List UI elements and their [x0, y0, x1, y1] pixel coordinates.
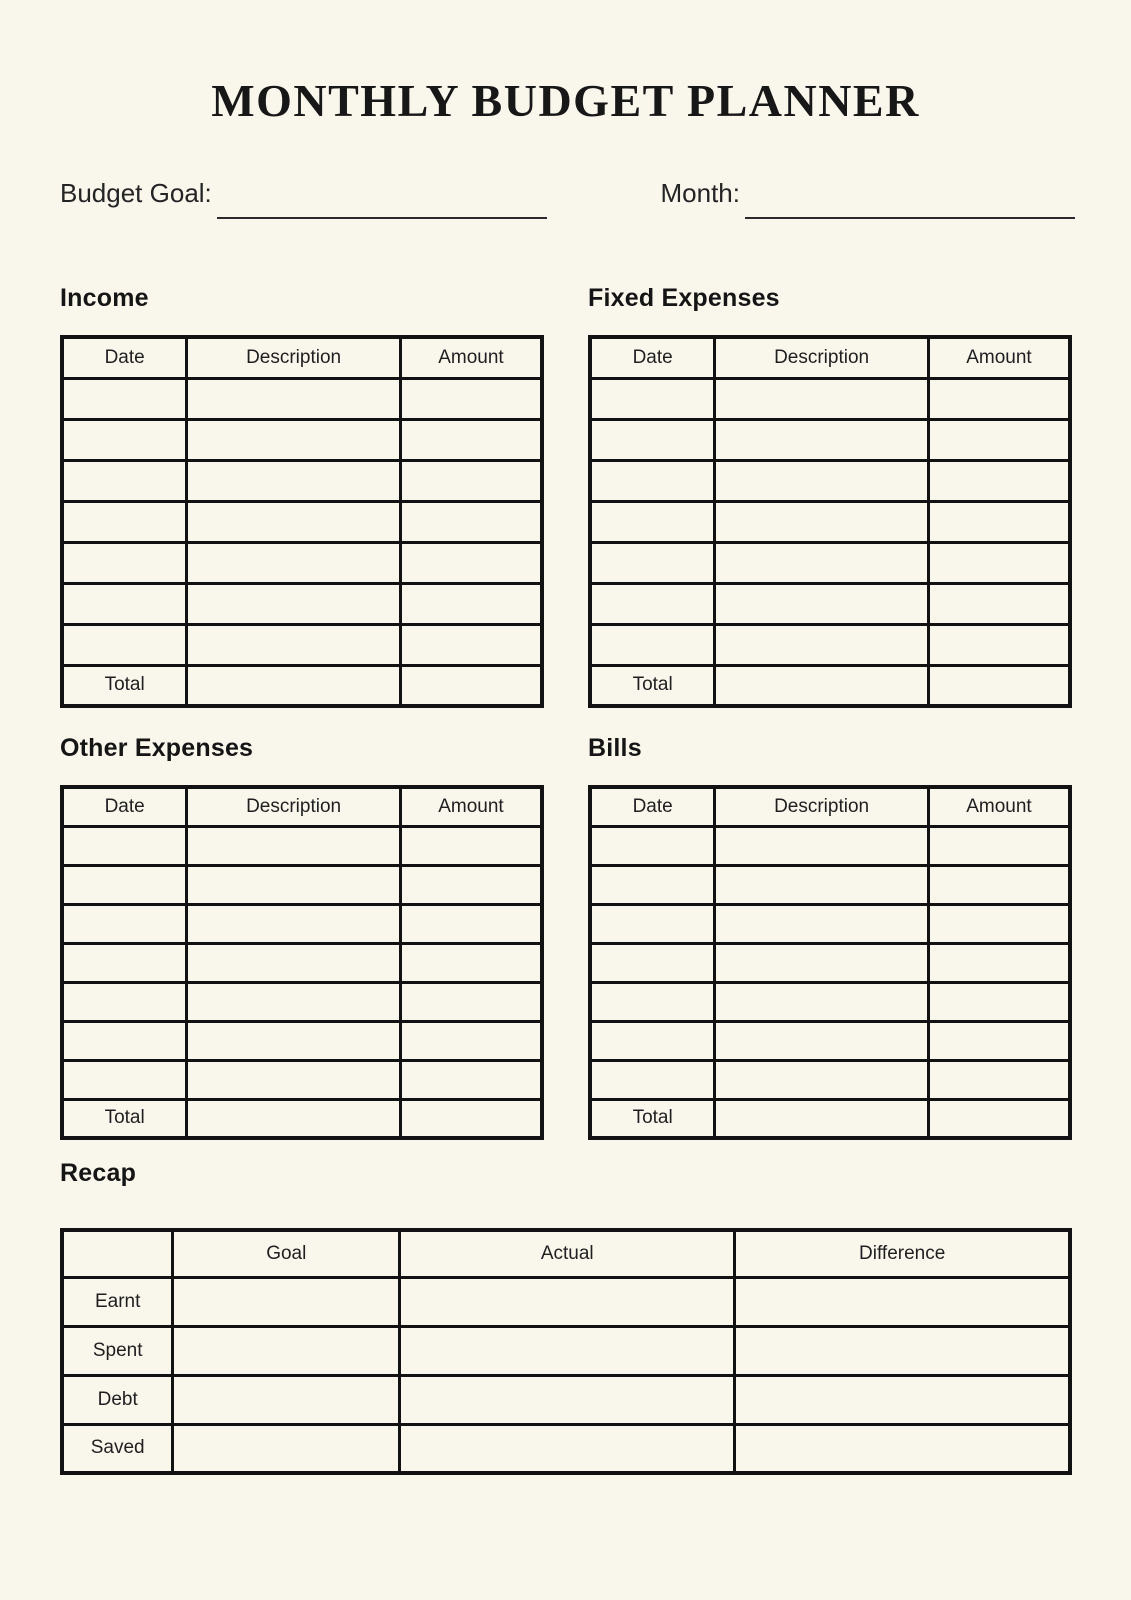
date-cell[interactable] — [590, 378, 715, 419]
amount-cell[interactable] — [400, 1060, 542, 1099]
description-cell[interactable] — [715, 904, 929, 943]
section-title-fixed-expenses: Fixed Expenses — [588, 284, 780, 312]
entry-row — [62, 460, 542, 501]
description-cell[interactable] — [715, 460, 929, 501]
amount-cell[interactable] — [928, 865, 1070, 904]
amount-cell[interactable] — [928, 583, 1070, 624]
budget-goal-input-line[interactable] — [217, 217, 547, 219]
amount-cell[interactable] — [928, 542, 1070, 583]
date-cell[interactable] — [62, 1021, 187, 1060]
date-cell[interactable] — [590, 419, 715, 460]
date-cell[interactable] — [62, 982, 187, 1021]
amount-cell[interactable] — [928, 1021, 1070, 1060]
amount-cell[interactable] — [928, 378, 1070, 419]
entry-row — [590, 419, 1070, 460]
saved-difference-cell[interactable] — [735, 1424, 1070, 1473]
amount-cell[interactable] — [400, 943, 542, 982]
column-header-amount: Amount — [400, 337, 542, 378]
description-cell[interactable] — [187, 904, 401, 943]
total-row — [62, 1099, 542, 1138]
amount-cell[interactable] — [928, 943, 1070, 982]
debt-difference-cell[interactable] — [735, 1375, 1070, 1424]
fixed-expenses-section — [588, 283, 1072, 708]
entry-row — [590, 904, 1070, 943]
debt-actual-cell[interactable] — [400, 1375, 735, 1424]
description-cell[interactable] — [187, 542, 401, 583]
saved-actual-cell[interactable] — [400, 1424, 735, 1473]
amount-cell[interactable] — [400, 904, 542, 943]
section-title-recap: Recap — [60, 1159, 137, 1187]
date-cell[interactable] — [62, 865, 187, 904]
date-cell[interactable] — [62, 904, 187, 943]
entry-row — [590, 943, 1070, 982]
date-cell[interactable] — [590, 583, 715, 624]
description-cell[interactable] — [187, 865, 401, 904]
amount-cell[interactable] — [400, 378, 542, 419]
date-cell[interactable] — [62, 501, 187, 542]
description-cell[interactable] — [187, 583, 401, 624]
month-input-line[interactable] — [745, 217, 1075, 219]
amount-cell[interactable] — [928, 904, 1070, 943]
tables-row-2 — [60, 733, 1072, 1140]
date-cell[interactable] — [62, 378, 187, 419]
column-header-description: Description — [715, 337, 929, 378]
entry-row — [590, 460, 1070, 501]
entry-row — [62, 583, 542, 624]
debt-goal-cell[interactable] — [173, 1375, 400, 1424]
spent-difference-cell[interactable] — [735, 1326, 1070, 1375]
entry-row — [62, 501, 542, 542]
description-cell[interactable] — [715, 1060, 929, 1099]
description-cell[interactable] — [715, 501, 929, 542]
entry-row — [590, 1060, 1070, 1099]
entry-row — [590, 826, 1070, 865]
date-cell[interactable] — [62, 1060, 187, 1099]
description-cell[interactable] — [187, 501, 401, 542]
entry-row — [62, 624, 542, 665]
entry-row — [62, 865, 542, 904]
total-amount-cell[interactable] — [400, 665, 542, 706]
income-section — [60, 283, 544, 708]
description-cell[interactable] — [715, 1021, 929, 1060]
date-cell[interactable] — [62, 583, 187, 624]
description-cell[interactable] — [187, 1021, 401, 1060]
description-cell[interactable] — [187, 460, 401, 501]
header-fields — [60, 177, 1075, 209]
month-label: Month: — [660, 178, 740, 208]
recap-section — [60, 1158, 1072, 1475]
spent-actual-cell[interactable] — [400, 1326, 735, 1375]
section-title-income: Income — [60, 284, 149, 312]
date-cell[interactable] — [62, 419, 187, 460]
recap-column-header-actual: Actual — [400, 1230, 735, 1277]
total-description-cell[interactable] — [715, 1099, 929, 1138]
date-cell[interactable] — [590, 865, 715, 904]
description-cell[interactable] — [715, 865, 929, 904]
description-cell[interactable] — [187, 982, 401, 1021]
description-cell[interactable] — [187, 943, 401, 982]
description-cell[interactable] — [715, 583, 929, 624]
total-label-cell: Total — [590, 665, 715, 706]
date-cell[interactable] — [62, 460, 187, 501]
date-cell[interactable] — [590, 982, 715, 1021]
amount-cell[interactable] — [928, 624, 1070, 665]
amount-cell[interactable] — [928, 460, 1070, 501]
amount-cell[interactable] — [928, 419, 1070, 460]
page-title: MONTHLY BUDGET PLANNER — [211, 75, 920, 126]
date-cell[interactable] — [590, 943, 715, 982]
amount-cell[interactable] — [400, 542, 542, 583]
total-description-cell[interactable] — [715, 665, 929, 706]
entry-row — [590, 1021, 1070, 1060]
spent-goal-cell[interactable] — [173, 1326, 400, 1375]
column-header-amount: Amount — [400, 787, 542, 826]
other-expenses-section — [60, 733, 544, 1140]
entry-row — [62, 1021, 542, 1060]
entry-row — [62, 904, 542, 943]
column-header-description: Description — [715, 787, 929, 826]
date-cell[interactable] — [62, 624, 187, 665]
recap-column-header-goal: Goal — [173, 1230, 400, 1277]
header-row — [62, 787, 542, 826]
amount-cell[interactable] — [928, 826, 1070, 865]
date-cell[interactable] — [590, 826, 715, 865]
month-field — [661, 177, 1076, 209]
total-description-cell[interactable] — [187, 1099, 401, 1138]
date-cell[interactable] — [62, 826, 187, 865]
description-cell[interactable] — [187, 419, 401, 460]
entry-row — [62, 542, 542, 583]
entry-row — [62, 982, 542, 1021]
recap-column-header-difference: Difference — [735, 1230, 1070, 1277]
entry-row — [62, 1060, 542, 1099]
entry-row — [590, 624, 1070, 665]
column-header-description: Description — [187, 337, 401, 378]
total-amount-cell[interactable] — [400, 1099, 542, 1138]
description-cell[interactable] — [715, 943, 929, 982]
income-table — [60, 335, 544, 708]
saved-goal-cell[interactable] — [173, 1424, 400, 1473]
earnt-goal-cell[interactable] — [173, 1277, 400, 1326]
recap-row-label-debt: Debt — [62, 1375, 173, 1424]
section-title-other-expenses: Other Expenses — [60, 734, 254, 762]
amount-cell[interactable] — [400, 419, 542, 460]
recap-table — [60, 1228, 1072, 1475]
entry-row — [590, 542, 1070, 583]
amount-cell[interactable] — [400, 865, 542, 904]
date-cell[interactable] — [590, 542, 715, 583]
other-expenses-table — [60, 785, 544, 1140]
total-row — [590, 1099, 1070, 1138]
amount-cell[interactable] — [400, 583, 542, 624]
date-cell[interactable] — [590, 460, 715, 501]
date-cell[interactable] — [590, 1060, 715, 1099]
column-header-date: Date — [62, 337, 187, 378]
amount-cell[interactable] — [400, 501, 542, 542]
column-header-date: Date — [62, 787, 187, 826]
date-cell[interactable] — [590, 624, 715, 665]
recap-row-label-saved: Saved — [62, 1424, 173, 1473]
description-cell[interactable] — [715, 542, 929, 583]
description-cell[interactable] — [187, 1060, 401, 1099]
date-cell[interactable] — [590, 1021, 715, 1060]
column-header-description: Description — [187, 787, 401, 826]
date-cell[interactable] — [590, 904, 715, 943]
header-row — [62, 337, 542, 378]
date-cell[interactable] — [590, 501, 715, 542]
amount-cell[interactable] — [400, 1021, 542, 1060]
date-cell[interactable] — [62, 943, 187, 982]
recap-row-label-earnt: Earnt — [62, 1277, 173, 1326]
column-header-date: Date — [590, 337, 715, 378]
description-cell[interactable] — [715, 826, 929, 865]
amount-cell[interactable] — [928, 982, 1070, 1021]
description-cell[interactable] — [715, 419, 929, 460]
description-cell[interactable] — [187, 826, 401, 865]
entry-row — [62, 826, 542, 865]
bills-section — [588, 733, 1072, 1140]
description-cell[interactable] — [187, 378, 401, 419]
description-cell[interactable] — [715, 624, 929, 665]
description-cell[interactable] — [187, 624, 401, 665]
recap-row-saved — [62, 1424, 1070, 1473]
entry-row — [590, 982, 1070, 1021]
column-header-date: Date — [590, 787, 715, 826]
earnt-difference-cell[interactable] — [735, 1277, 1070, 1326]
fixed-expenses-table — [588, 335, 1072, 708]
entry-row — [590, 583, 1070, 624]
budget-goal-field — [60, 177, 547, 209]
recap-corner-cell — [62, 1230, 173, 1277]
section-title-bills: Bills — [588, 734, 642, 762]
date-cell[interactable] — [62, 542, 187, 583]
recap-row-label-spent: Spent — [62, 1326, 173, 1375]
amount-cell[interactable] — [928, 1060, 1070, 1099]
recap-header-row — [62, 1230, 1070, 1277]
earnt-actual-cell[interactable] — [400, 1277, 735, 1326]
amount-cell[interactable] — [400, 982, 542, 1021]
entry-row — [590, 378, 1070, 419]
total-label-cell: Total — [590, 1099, 715, 1138]
entry-row — [590, 501, 1070, 542]
description-cell[interactable] — [715, 982, 929, 1021]
entry-row — [62, 419, 542, 460]
total-description-cell[interactable] — [187, 665, 401, 706]
amount-cell[interactable] — [400, 826, 542, 865]
tables-row-1 — [60, 283, 1072, 708]
header-row — [590, 337, 1070, 378]
total-row — [590, 665, 1070, 706]
column-header-amount: Amount — [928, 787, 1070, 826]
total-row — [62, 665, 542, 706]
total-amount-cell[interactable] — [928, 1099, 1070, 1138]
entry-row — [590, 865, 1070, 904]
recap-row-debt — [62, 1375, 1070, 1424]
description-cell[interactable] — [715, 378, 929, 419]
column-header-amount: Amount — [928, 337, 1070, 378]
entry-row — [62, 378, 542, 419]
total-label-cell: Total — [62, 1099, 187, 1138]
total-amount-cell[interactable] — [928, 665, 1070, 706]
budget-goal-label: Budget Goal: — [60, 178, 212, 208]
bills-table — [588, 785, 1072, 1140]
entry-row — [62, 943, 542, 982]
amount-cell[interactable] — [928, 501, 1070, 542]
recap-row-spent — [62, 1326, 1070, 1375]
amount-cell[interactable] — [400, 460, 542, 501]
total-label-cell: Total — [62, 665, 187, 706]
header-row — [590, 787, 1070, 826]
recap-row-earnt — [62, 1277, 1070, 1326]
amount-cell[interactable] — [400, 624, 542, 665]
